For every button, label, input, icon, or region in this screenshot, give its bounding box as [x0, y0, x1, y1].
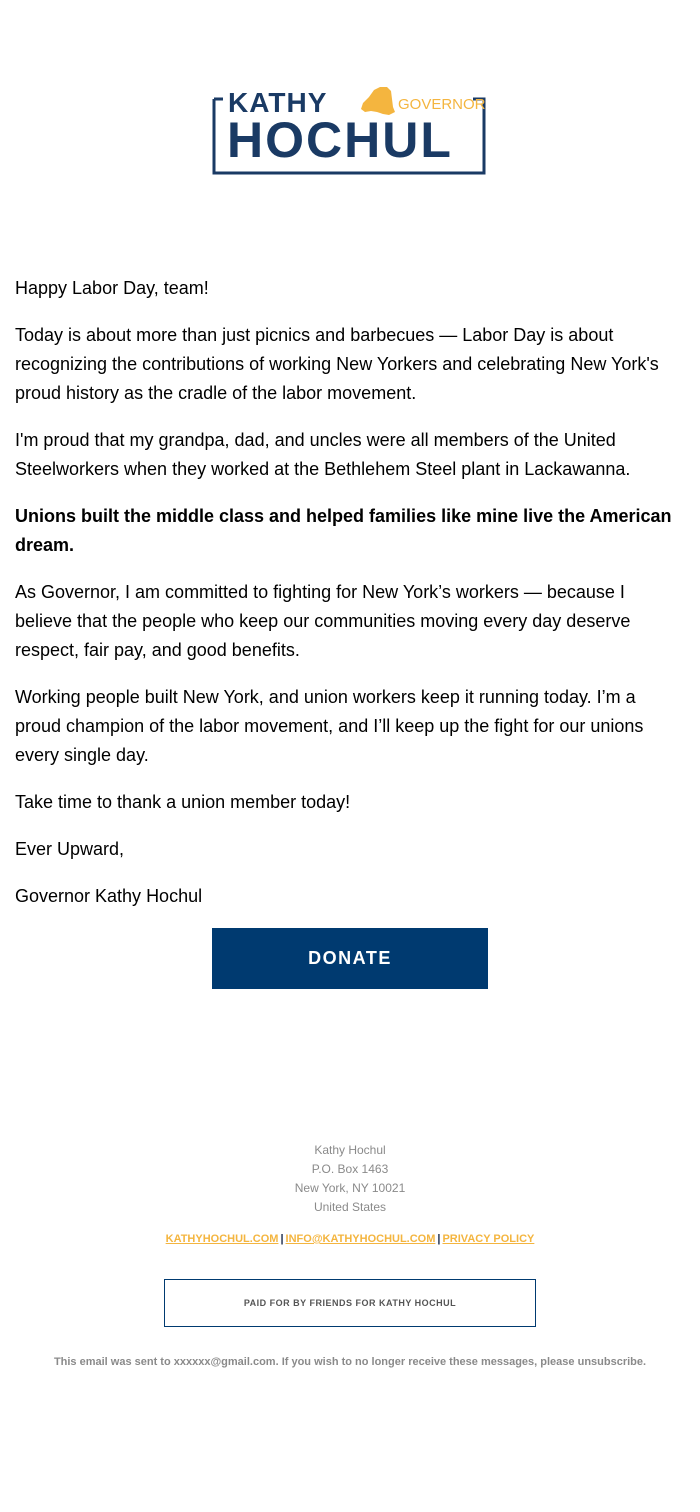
donate-button[interactable]: DONATE — [212, 928, 488, 989]
paragraph-2: I'm proud that my grandpa, dad, and uncles were all members of the United Steelworkers when they worked at the Bethlehem Steel plant in Lackawanna. — [15, 430, 631, 479]
email-body — [15, 274, 680, 929]
unsubscribe-link[interactable]: unsubscribe — [577, 1356, 643, 1368]
sent-to-text: This email was sent to xxxxxx@gmail.com. If you wish to no longer receive these messages, please — [53, 1356, 575, 1368]
paragraph-3: As Governor, I am committed to fighting for New York’s workers — because I believe that the people who keep our communities moving every day deserve respect, fair pay, and good benefits. — [15, 582, 631, 660]
address-country: United States — [313, 1200, 387, 1214]
sign-off: Ever Upward, — [15, 839, 125, 859]
bold-statement: Unions built the middle class and helped families like mine live the American dream. — [15, 506, 672, 555]
mailing-address — [0, 1141, 700, 1217]
paid-for-disclaimer — [164, 1279, 536, 1327]
link-separator: | — [437, 1233, 441, 1245]
email-link[interactable]: INFO@KATHYHOCHUL.COM — [285, 1233, 436, 1245]
privacy-policy-link[interactable]: PRIVACY POLICY — [442, 1233, 535, 1245]
footer-links — [0, 1233, 700, 1245]
link-separator: | — [280, 1233, 284, 1245]
new-york-state-icon — [361, 87, 395, 115]
greeting: Happy Labor Day, team! — [15, 278, 209, 298]
paragraph-4: Working people built New York, and union workers keep it running today. I’m a proud champion of the labor movement, and I’ll keep up the fight for our unions every single day. — [15, 687, 644, 765]
logo-first-name: KATHY — [228, 87, 328, 118]
address-city: New York, NY 10021 — [294, 1181, 406, 1195]
unsubscribe-notice — [0, 1356, 700, 1368]
sent-to-suffix: . — [643, 1356, 647, 1368]
address-name: Kathy Hochul — [314, 1143, 386, 1157]
website-link[interactable]: KATHYHOCHUL.COM — [165, 1233, 279, 1245]
signature: Governor Kathy Hochul — [15, 886, 203, 906]
logo-last-name: HOCHUL — [227, 112, 453, 168]
paid-for-text: PAID FOR BY FRIENDS FOR KATHY HOCHUL — [243, 1298, 457, 1308]
call-to-thank: Take time to thank a union member today! — [15, 792, 351, 812]
logo-title: GOVERNOR — [398, 96, 486, 113]
paragraph-1: Today is about more than just picnics and barbecues — Labor Day is about recognizing the contributions of working New Yorkers and celebrating New York's proud history as the cradle of the labor movement. — [15, 325, 659, 403]
address-po-box: P.O. Box 1463 — [311, 1162, 389, 1176]
kathy-hochul-logo — [211, 85, 487, 177]
donate-button-container — [212, 928, 488, 989]
